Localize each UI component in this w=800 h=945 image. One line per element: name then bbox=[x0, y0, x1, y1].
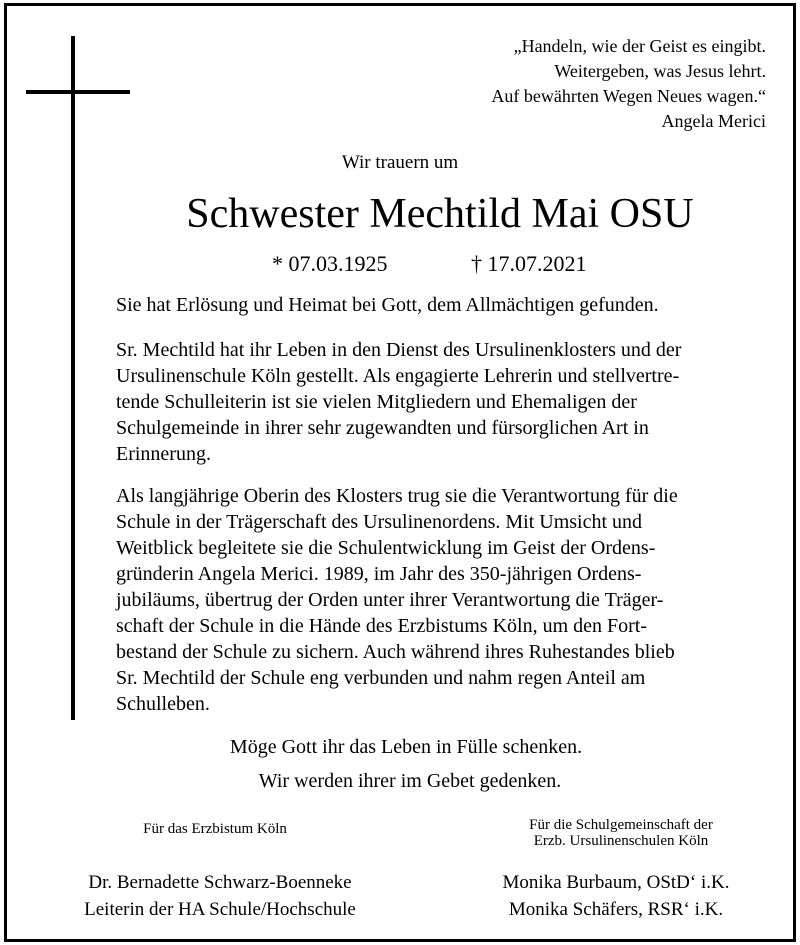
quote-line: „Handeln, wie der Geist es eingibt. bbox=[513, 36, 766, 56]
paragraph-line: Schule in der Trägerschaft des Ursulinenordens. Mit Umsicht und bbox=[116, 511, 643, 533]
signatory-role: Leiterin der HA Schule/Hochschule bbox=[84, 899, 356, 920]
paragraph-line: tende Schulleiterin ist sie vielen Mitgliedern und Ehemaligen der bbox=[116, 391, 637, 413]
paragraph-line: Sie hat Erlösung und Heimat bei Gott, dem Allmächtigen gefunden. bbox=[116, 294, 659, 316]
paragraph-line: Sr. Mechtild hat ihr Leben in den Dienst des Ursulinenklosters und der bbox=[116, 339, 682, 361]
paragraph-3 bbox=[116, 483, 756, 717]
paragraph-1 bbox=[116, 292, 756, 318]
quote-line: Weitergeben, was Jesus lehrt. bbox=[554, 61, 766, 81]
paragraph-line: schaft der Schule in die Hände des Erzbistums Köln, um den Fort- bbox=[116, 615, 647, 637]
paragraph-line: Schulleben. bbox=[116, 693, 210, 715]
signatory-org-right bbox=[486, 817, 756, 849]
org-line: Erzb. Ursulinenschulen Köln bbox=[533, 833, 709, 849]
org-line: Für das Erzbistum Köln bbox=[143, 821, 287, 837]
signatory-right bbox=[456, 869, 776, 923]
signatory-name: Monika Schäfers, RSR‘ i.K. bbox=[508, 899, 724, 920]
deceased-name: Schwester Mechtild Mai OSU bbox=[186, 191, 694, 237]
paragraph-2 bbox=[116, 337, 756, 467]
signatory-name: Monika Burbaum, OStD‘ i.K. bbox=[502, 872, 730, 893]
birth-date: * 07.03.1925 bbox=[272, 251, 388, 276]
paragraph-line: Erinnerung. bbox=[116, 443, 211, 465]
paragraph-line: Als langjährige Oberin des Klosters trug sie die Verantwortung für die bbox=[116, 485, 678, 507]
mourning-intro: Wir trauern um bbox=[341, 152, 459, 173]
closing-blessing: Möge Gott ihr das Leben in Fülle schenken. bbox=[229, 736, 583, 758]
quote-block bbox=[491, 34, 766, 134]
org-line: Für die Schulgemeinschaft der bbox=[529, 817, 713, 833]
paragraph-line: Ursulinenschule Köln gestellt. Als engagierte Lehrerin und stellvertre- bbox=[116, 365, 680, 387]
cross-symbol-horizontal bbox=[26, 90, 130, 94]
quote-author: Angela Merici bbox=[661, 111, 766, 131]
signatory-left bbox=[40, 869, 400, 923]
signatory-org-left bbox=[100, 821, 330, 837]
paragraph-line: Schulgemeinde in ihrer sehr zugewandten und fürsorglichen Art in bbox=[116, 417, 649, 439]
cross-symbol-vertical bbox=[71, 36, 75, 720]
paragraph-line: bestand der Schule zu sichern. Auch während ihres Ruhestandes blieb bbox=[116, 641, 675, 663]
obituary-frame bbox=[4, 3, 796, 942]
death-date: † 17.07.2021 bbox=[471, 251, 587, 276]
closing-prayer: Wir werden ihrer im Gebet gedenken. bbox=[258, 770, 562, 792]
paragraph-line: Weitblick begleitete sie die Schulentwicklung im Geist der Ordens- bbox=[116, 537, 656, 559]
signatory-name: Dr. Bernadette Schwarz-Boenneke bbox=[88, 872, 352, 893]
paragraph-line: jubiläums, übertrug der Orden unter ihrer Verantwortung die Träger- bbox=[116, 589, 664, 611]
paragraph-line: Sr. Mechtild der Schule eng verbunden und nahm regen Anteil am bbox=[116, 667, 646, 689]
paragraph-line: gründerin Angela Merici. 1989, im Jahr des 350-jährigen Ordens- bbox=[116, 563, 642, 585]
quote-line: Auf bewährten Wegen Neues wagen.“ bbox=[491, 86, 766, 106]
